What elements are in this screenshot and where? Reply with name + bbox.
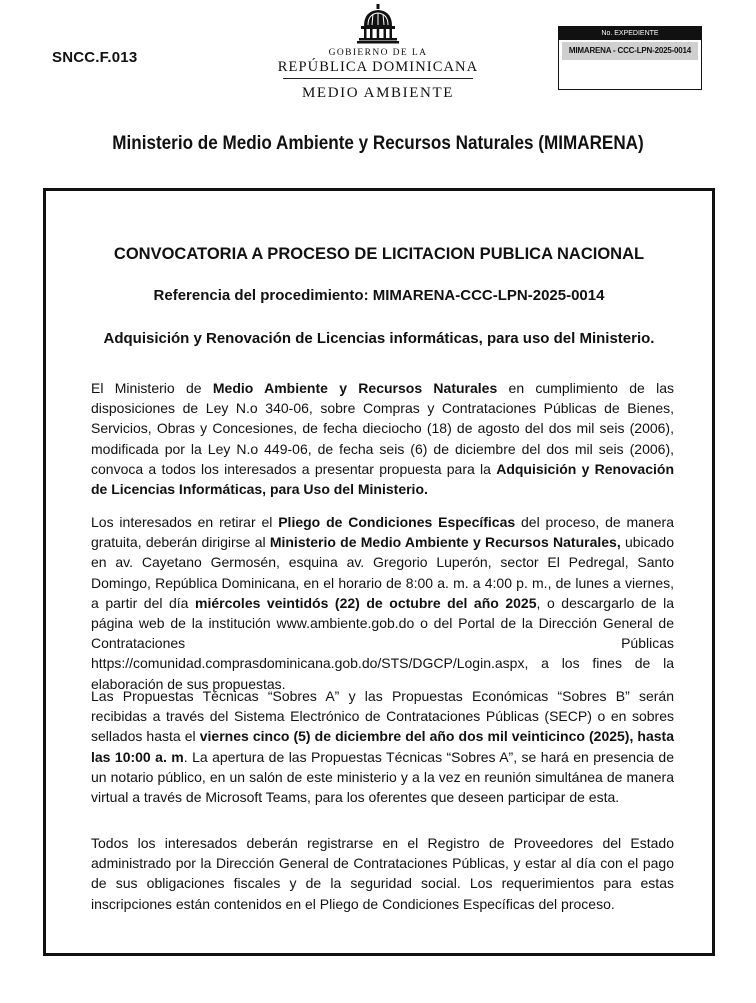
ministry-logo-label: MEDIO AMBIENTE [302,85,454,101]
notice-title: CONVOCATORIA A PROCESO DE LICITACION PUBLICA NACIONAL [113,245,645,263]
p2-bold-ministry: Ministerio de Medio Ambiente y Recursos Naturales, [269,534,621,551]
paragraph-proposals [91,686,674,807]
p2-text-e: ubicado en av. Cayetano Germosén, esquina av. Gregorio Luperón, sector El Pedregal, Santo Domingo, República Dominicana, en el horario de 8:00 a. m. a 4:00 p. m., de lunes a viernes, a partir del día [91,534,674,611]
form-code: SNCC.F.013 [52,49,138,66]
republic-label: REPÚBLICA DOMINICANA [277,59,479,75]
p2-text-c: del proceso, de manera gratuita, deberán dirigirse al [91,514,674,551]
logo-divider [283,78,473,79]
notice-box [43,188,715,956]
government-label: GOBIERNO DE LA [328,48,428,58]
ministry-title: Ministerio de Medio Ambiente y Recursos Naturales (MIMARENA) [112,133,644,154]
paragraph-registration: Todos los interesados deberán registrarse en el Registro de Proveedores del Estado administrado por la Dirección General de Contrataciones Públicas, y estar al día con el pago de sus obligaciones fiscales y de la seguridad social. Los requerimientos para estas inscripciones están contenidos en el Pliego de Condiciones Específicas del proceso. [91,835,674,912]
dominican-government-seal-icon [356,4,400,44]
p2-bold-date: miércoles veintidós (22) de octubre del año 2025 [195,594,537,611]
p2-text-g: , o descargarlo de la página web de la institución www.ambiente.gob.do o del Portal de la Dirección General de Contrataciones Públicas https://comunidad.comprasdominicana.gob.do/STS/DGCP/Login.aspx, a los fines de la elaboración de sus propuestas. [91,594,674,692]
paragraph-pliego-retrieval [91,512,674,694]
procurement-subject: Adquisición y Renovación de Licencias informáticas, para uso del Ministerio. [103,330,655,347]
expediente-box [558,26,702,90]
p1-text-a: El Ministerio de [91,380,213,396]
expediente-label: No. EXPEDIENTE [559,27,701,40]
procedure-reference: Referencia del procedimiento: MIMARENA-CCC-LPN-2025-0014 [153,287,605,304]
p1-bold-subject: Adquisición y Renovación de Licencias Informáticas, para Uso del Ministerio. [91,460,674,498]
paragraph-legal-basis [91,378,674,499]
p3-text-c: . La apertura de las Propuestas Técnicas “Sobres A”, se hará en presencia de un notario público, en un salón de este ministerio y a la vez en reunión simultánea de manera virtual a través de Microsoft Teams, para los oferentes que deseen participar de esta. [91,748,674,806]
p1-bold-ministry: Medio Ambiente y Recursos Naturales [212,380,498,396]
p2-bold-pliego: Pliego de Condiciones Específicas [278,514,516,530]
p3-text-a: Las Propuestas Técnicas “Sobres A” y las Propuestas Económicas “Sobres B” serán recibidas a través del Sistema Electrónico de Contrataciones Públicas (SECP) o en sobres sellados hasta el [91,688,674,745]
p2-text-a: Los interesados en retirar el [91,514,279,530]
p1-text-c: en cumplimiento de las disposiciones de Ley N.o 340-06, sobre Compras y Contrataciones Públicas de Bienes, Servicios, Obras y Concesiones, de fecha dieciocho (18) de agosto del dos mil seis (2006), modificada por la Ley N.o 449-06, de fecha seis (6) de diciembre del dos mil seis (2006), convoca a todos los interesados a presentar propuesta para la [91,380,675,477]
expediente-value: MIMARENA - CCC-LPN-2025-0014 [562,42,698,60]
p3-bold-deadline: viernes cinco (5) de diciembre del año dos mil veinticinco (2025), hasta las 10:00 a. m [91,728,674,765]
